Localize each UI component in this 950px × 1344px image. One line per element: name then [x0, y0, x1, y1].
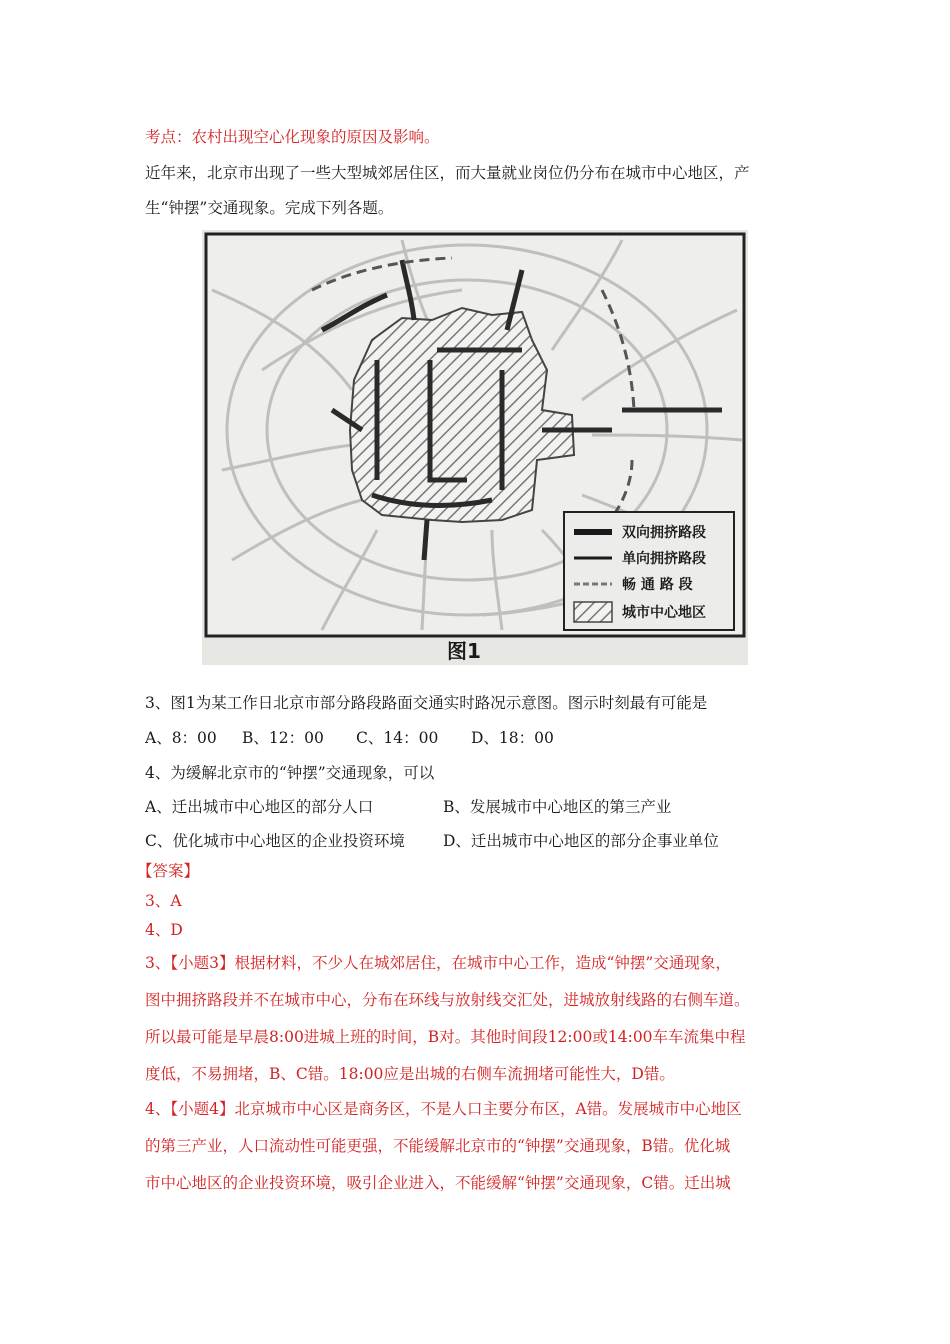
explanation-4-line-2: 的第三产业，人口流动性可能更强，不能缓解北京市的“钟摆”交通现象，B错。优化城	[145, 1137, 731, 1155]
q4-option-a: A、迁出城市中心地区的部分人口	[145, 798, 374, 816]
q3-option-d: D、18：00	[471, 729, 554, 747]
answer-heading: 【答案】	[137, 862, 200, 880]
q3-option-a: A、8：00	[145, 729, 217, 747]
question-4-options-row-1	[145, 797, 671, 817]
explanation-4-line-1: 4、【小题4】北京城市中心区是商务区，不是人口主要分布区，A错。发展城市中心地区	[145, 1100, 742, 1118]
q4-option-c: C、优化城市中心地区的企业投资环境	[145, 832, 405, 850]
legend-label-center: 城市中心地区	[622, 605, 706, 621]
legend-label-smooth: 畅 通 路 段	[622, 577, 693, 593]
figure-caption: 图1	[447, 639, 481, 663]
explanation-4-line-3: 市中心地区的企业投资环境，吸引企业进入，不能缓解“钟摆”交通现象，C错。迁出城	[145, 1174, 731, 1192]
explanation-3-line-4: 度低，不易拥堵，B、C错。18:00应是出城的右侧车流拥堵可能性大，D错。	[145, 1065, 675, 1083]
intro-line-1: 近年来，北京市出现了一些大型城郊居住区，而大量就业岗位仍分布在城市中心地区，产	[145, 164, 750, 182]
q3-option-b: B、12：00	[242, 729, 324, 747]
question-3-options	[145, 728, 554, 748]
kaodian-line: 考点：农村出现空心化现象的原因及影响。	[145, 128, 440, 146]
explanation-3-line-3: 所以最可能是早晨8:00进城上班的时间，B对。其他时间段12:00或14:00车车流集中程	[145, 1028, 746, 1046]
question-4-stem: 4、为缓解北京市的“钟摆”交通现象，可以	[145, 764, 435, 782]
legend-label-double: 双向拥挤路段	[622, 525, 706, 541]
question-3-stem: 3、图1为某工作日北京市部分路段路面交通实时路况示意图。图示时刻最有可能是	[145, 694, 708, 712]
explanation-3-line-1: 3、【小题3】根据材料，不少人在城郊居住，在城市中心工作，造成“钟摆”交通现象，	[145, 954, 731, 972]
q4-option-b: B、发展城市中心地区的第三产业	[443, 798, 672, 816]
q4-option-d: D、迁出城市中心地区的部分企事业单位	[443, 832, 719, 850]
map-legend	[564, 512, 734, 630]
traffic-map	[202, 230, 748, 665]
answer-3: 3、A	[145, 892, 182, 910]
traffic-map-figure	[202, 230, 748, 665]
legend-icon-hatched	[574, 602, 612, 622]
explanation-3-line-2: 图中拥挤路段并不在城市中心，分布在环线与放射线交汇处，进城放射线路的右侧车道。	[145, 991, 750, 1009]
intro-line-2: 生“钟摆”交通现象。完成下列各题。	[145, 199, 394, 217]
q3-option-c: C、14：00	[356, 729, 439, 747]
legend-label-single: 单向拥挤路段	[622, 551, 706, 567]
question-4-options-row-2	[145, 831, 719, 851]
answer-4: 4、D	[145, 921, 183, 939]
